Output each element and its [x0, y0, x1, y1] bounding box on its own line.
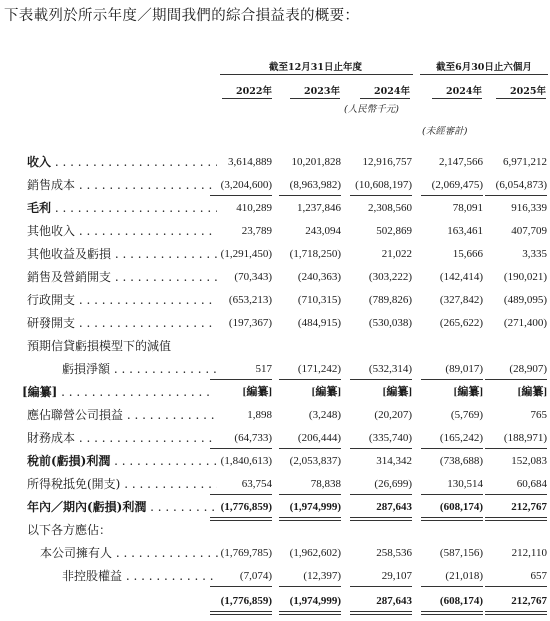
row-value: 212,767 [511, 595, 547, 607]
row-label: 銷售及營銷開支 . . . [27, 268, 217, 287]
row-value: (532,314) [368, 363, 412, 375]
year-rule [360, 98, 410, 99]
subtotal-rule [485, 494, 547, 495]
row-label: 銷售成本 . . . [27, 176, 217, 195]
row-value: 12,916,757 [362, 156, 412, 168]
row-label: 財務成本 . . . [27, 429, 217, 448]
row-value: (240,363) [297, 271, 341, 283]
row-value: 63,754 [241, 478, 272, 490]
subtotal-rule [210, 586, 272, 587]
subtotal-rule [350, 195, 412, 196]
row-value: 10,201,828 [291, 156, 341, 168]
table-row [0, 222, 550, 241]
row-label: 應佔聯營公司損益 . . . [27, 406, 217, 425]
total-double-rule [350, 611, 412, 615]
row-value: 2,147,566 [439, 156, 483, 168]
row-value: [編纂] [453, 386, 483, 398]
row-value: 163,461 [447, 225, 483, 237]
row-value: (190,021) [503, 271, 547, 283]
row-value: 243,094 [305, 225, 341, 237]
row-value: (653,213) [228, 294, 272, 306]
table-row [0, 337, 550, 356]
row-value: (1,291,450) [220, 248, 272, 260]
row-label: 其他收益及虧損 . . . [27, 245, 217, 264]
row-value: (3,204,600) [220, 179, 272, 191]
year-rule [432, 98, 482, 99]
subtotal-rule [279, 379, 341, 380]
row-value: 23,789 [241, 225, 272, 237]
total-double-rule [421, 611, 483, 615]
row-value: (7,074) [239, 570, 272, 582]
row-value: 6,971,212 [503, 156, 547, 168]
subtotal-rule [279, 494, 341, 495]
table-row [0, 498, 550, 517]
table-row [0, 199, 550, 218]
row-value: (8,963,982) [289, 179, 341, 191]
row-value: [編纂] [517, 386, 547, 398]
row-value: (26,699) [374, 478, 412, 490]
year-2024-interim: 2024年 [446, 86, 482, 97]
subtotal-rule [421, 379, 483, 380]
row-label: 預期信貸虧損模型下的減值 [27, 339, 172, 353]
row-value: (10,608,197) [355, 179, 412, 191]
row-value: (2,069,475) [431, 179, 483, 191]
row-value: 1,237,846 [297, 202, 341, 214]
row-value: 2,308,560 [368, 202, 412, 214]
header-rule-annual [220, 74, 413, 75]
row-value: (1,974,999) [289, 595, 341, 607]
subtotal-rule [350, 586, 412, 587]
row-value: (587,156) [439, 547, 483, 559]
subtotal-rule [421, 195, 483, 196]
row-value: (89,017) [445, 363, 483, 375]
year-2023: 2023年 [304, 86, 340, 97]
row-value: (28,907) [509, 363, 547, 375]
row-value: 60,684 [516, 478, 547, 490]
subtotal-rule [485, 586, 547, 587]
row-value: (3,248) [308, 409, 341, 421]
row-value: 130,514 [447, 478, 483, 490]
row-value: 287,643 [376, 501, 412, 513]
table-row [0, 153, 550, 172]
row-value: (2,053,837) [289, 455, 341, 467]
row-value: (1,718,250) [289, 248, 341, 260]
row-value: 29,107 [381, 570, 412, 582]
row-value: (608,174) [439, 595, 483, 607]
row-label: 非控股權益 . . . [62, 567, 218, 586]
row-value: 502,869 [376, 225, 412, 237]
row-value: 152,083 [511, 455, 547, 467]
row-value: 407,709 [511, 225, 547, 237]
row-label: 其他收入 . . . [27, 222, 217, 241]
row-value: (206,444) [297, 432, 341, 444]
table-row [0, 452, 550, 471]
row-value: (6,054,873) [495, 179, 547, 191]
table-row [0, 406, 550, 425]
table-row [0, 176, 550, 195]
row-label: 虧損淨額 . . . [62, 360, 218, 379]
table-row [0, 291, 550, 310]
subtotal-rule [210, 379, 272, 380]
row-value: (789,826) [368, 294, 412, 306]
row-value: (265,622) [439, 317, 483, 329]
row-label: 稅前(虧損)利潤 . . . [27, 452, 217, 471]
row-value: (197,367) [228, 317, 272, 329]
subtotal-rule [350, 494, 412, 495]
row-value: 3,335 [522, 248, 547, 260]
row-value: (271,400) [503, 317, 547, 329]
row-label: 收入 . . . [27, 153, 217, 172]
row-label: 毛利 . . . [27, 199, 217, 218]
table-row [0, 544, 550, 563]
row-value: (489,095) [503, 294, 547, 306]
row-value: 1,898 [247, 409, 272, 421]
total-double-rule [210, 611, 272, 615]
table-row [0, 475, 550, 494]
year-rule [290, 98, 340, 99]
total-double-rule [279, 611, 341, 615]
row-value: (21,018) [445, 570, 483, 582]
subtotal-rule [210, 195, 272, 196]
year-2025-interim: 2025年 [510, 86, 546, 97]
subtotal-rule [279, 586, 341, 587]
row-label: 研發開支 . . . [27, 314, 217, 333]
row-value: 287,643 [376, 595, 412, 607]
row-value: (710,315) [297, 294, 341, 306]
total-double-rule [485, 611, 547, 615]
row-value: 15,666 [452, 248, 483, 260]
row-value: 657 [530, 570, 547, 582]
year-rule [222, 98, 272, 99]
row-value: [編纂] [311, 386, 341, 398]
subtotal-rule [210, 448, 272, 449]
row-value: (1,776,859) [220, 501, 272, 513]
row-value: 212,767 [511, 501, 547, 513]
table-row [0, 567, 550, 586]
row-value: (165,242) [439, 432, 483, 444]
table-row [0, 245, 550, 264]
row-value: (303,222) [368, 271, 412, 283]
row-value: 517 [255, 363, 272, 375]
subtotal-rule [350, 379, 412, 380]
unaudited-note: (未經審計) [422, 126, 468, 137]
row-value: (1,776,859) [220, 595, 272, 607]
row-value: [編纂] [242, 386, 272, 398]
row-value: 212,110 [511, 547, 547, 559]
row-value: 410,289 [236, 202, 272, 214]
header-group-annual: 截至12月31日止年度 [269, 62, 362, 73]
subtotal-rule [485, 195, 547, 196]
row-value: (64,733) [234, 432, 272, 444]
row-label: 行政開支 . . . [27, 291, 217, 310]
year-2024: 2024年 [374, 86, 410, 97]
row-value: (327,842) [439, 294, 483, 306]
subtotal-rule [350, 448, 412, 449]
row-value: 314,342 [376, 455, 412, 467]
header-group-interim: 截至6月30日止六個月 [436, 62, 532, 73]
year-2022: 2022年 [236, 86, 272, 97]
row-value: (530,038) [368, 317, 412, 329]
row-value: (1,974,999) [289, 501, 341, 513]
table-row [0, 268, 550, 287]
row-value: (20,207) [374, 409, 412, 421]
row-label: 以下各方應佔： [27, 523, 112, 537]
row-value: (335,740) [368, 432, 412, 444]
year-rule [496, 98, 546, 99]
row-value: (5,769) [450, 409, 483, 421]
table-row [0, 314, 550, 333]
subtotal-rule [421, 494, 483, 495]
subtotal-rule [421, 586, 483, 587]
row-value: 258,536 [376, 547, 412, 559]
subtotal-rule [421, 448, 483, 449]
row-value: 3,614,889 [228, 156, 272, 168]
row-value: (70,343) [234, 271, 272, 283]
subtotal-rule [485, 379, 547, 380]
subtotal-rule [279, 448, 341, 449]
table-row [0, 521, 550, 540]
table-row [0, 429, 550, 448]
row-label: [編纂] . . . [22, 383, 212, 402]
row-value: 916,339 [511, 202, 547, 214]
row-value: 765 [530, 409, 547, 421]
table-row [0, 592, 550, 611]
row-value: (142,414) [439, 271, 483, 283]
row-value: 78,091 [452, 202, 483, 214]
subtotal-rule [485, 448, 547, 449]
table-intro: 下表載列於所示年度／期間我們的綜合損益表的概要： [4, 8, 360, 24]
row-label: 本公司擁有人 . . . [40, 544, 218, 563]
subtotal-rule [279, 195, 341, 196]
row-value: (12,397) [303, 570, 341, 582]
table-row [0, 360, 550, 379]
row-value: (1,840,613) [220, 455, 272, 467]
row-value: (738,688) [439, 455, 483, 467]
row-value: (171,242) [297, 363, 341, 375]
row-value: (188,971) [503, 432, 547, 444]
row-value: (1,769,785) [220, 547, 272, 559]
row-value: [編纂] [382, 386, 412, 398]
row-label: 年內／期內(虧損)利潤 . . . [27, 498, 217, 517]
table-row [0, 383, 550, 402]
unit-note: (人民幣千元) [344, 104, 399, 115]
row-value: 78,838 [310, 478, 341, 490]
header-rule-interim [420, 74, 548, 75]
row-value: (484,915) [297, 317, 341, 329]
row-value: (1,962,602) [289, 547, 341, 559]
row-value: (608,174) [439, 501, 483, 513]
row-value: 21,022 [381, 248, 412, 260]
subtotal-rule [210, 494, 272, 495]
row-label: 所得稅抵免(開支) . . . [27, 475, 217, 494]
